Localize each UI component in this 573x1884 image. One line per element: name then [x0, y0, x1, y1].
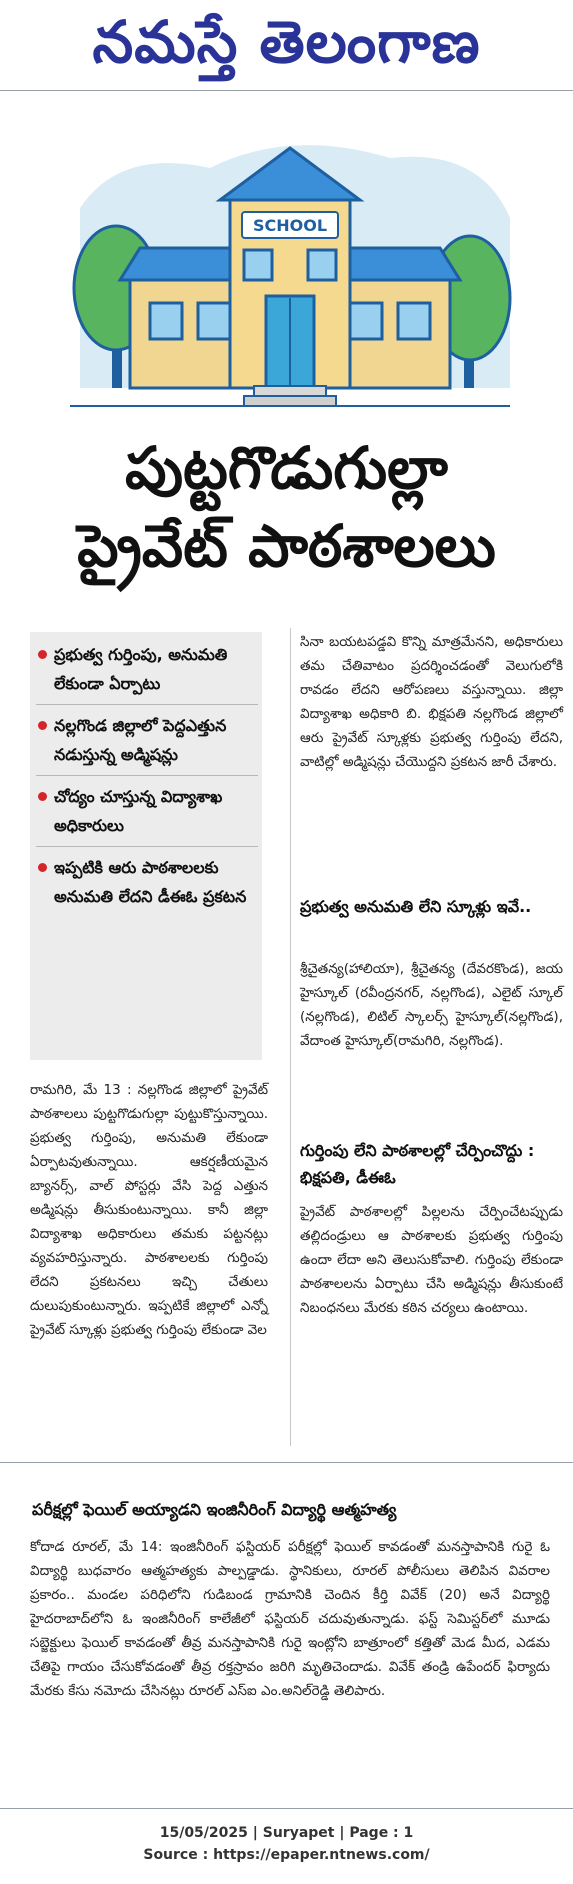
- school-illustration: [60, 108, 520, 420]
- unapproved-schools-list: శ్రీచైతన్య(హాలియా), శ్రీచైతన్య (దేవరకొండ), జయ హైస్కూల్ (రవీంద్రనగర్, నల్లగొండ), ఎలైట్ స్కూల్ (నల్లగొండ), లిటిల్ స్కాలర్స్ హైస్కూల్(నల్లగొండ), వేదాంత హైస్కూల్(రామగిరి, నల్లగొండ).: [300, 961, 563, 1049]
- column-divider: [290, 628, 291, 1446]
- story-separator: [0, 1462, 573, 1463]
- story-body-right-3: ప్రైవేట్ పాఠశాలల్లో పిల్లలను చేర్పించేటప్పుడు తల్లిదండ్రులు ఆ పాఠశాలకు ప్రభుత్వ గుర్తింపు ఉందా లేదా అని తెలుసుకోవాలి. గుర్తింపు లేకుండా పాఠశాలలను ఏర్పాటు చేసి అడ్మిషన్లు తీసుకుంటే నిబంధనలు మేరకు కఠిన చర్యలు ఉంటాయి.: [300, 1204, 563, 1316]
- subhead-deo-quote: గుర్తింపు లేని పాఠశాలల్లో చేర్పించొద్దు : భిక్షపతి, డీఈఓ: [300, 1141, 535, 1187]
- highlight-item: నల్లగొండ జిల్లాలో పెద్దఎత్తున నడుస్తున్న అడ్మిషన్లు: [36, 711, 258, 776]
- story2-headline: పరీక్షల్లో ఫెయిల్ అయ్యాడని ఇంజినీరింగ్ విద్యార్థి ఆత్మహత్య: [32, 1500, 397, 1519]
- story-body-left: రామగిరి, మే 13 : నల్లగొండ జిల్లాలో ప్రైవేట్ పాఠశాలలు పుట్టగొడుగుల్లా పుట్టుకొస్తున్నాయి. ప్రభుత్వ గుర్తింపు, అనుమతి లేకుండా ఏర్పాటవుతున్నాయి. ఆకర్షణీయమైన బ్యానర్స్, వాల్ పోస్టర్లు వేసి పెద్ద ఎత్తున అడ్మిషన్లు తీసుకుంటున్నాయి. కానీ జిల్లా విద్యాశాఖ అధికారులు తమకు పట్టనట్లు వ్యవహరిస్తున్నారు. పాఠశాలలకు గుర్తింపు లేదని ప్రకటనలు ఇచ్చి చేతులు దులుపుకుంటున్నారు. ఇప్పటికే జిల్లాలో ఎన్నో ప్రైవేట్ స్కూళ్లు ప్రభుత్వ గుర్తింపు లేకుండా వెల: [30, 1082, 268, 1338]
- school-sign-text: SCHOOL: [252, 216, 328, 235]
- highlight-item: ఇప్పటికి ఆరు పాఠశాలలకు అనుమతి లేదని డీఈఓ ప్రకటన: [36, 853, 258, 917]
- headline-line-2: ప్రైవేట్ పాఠశాలలు: [77, 512, 496, 580]
- newspaper-title: నమస్తే తెలంగాణ: [92, 8, 481, 76]
- footer: [0, 1822, 573, 1866]
- highlights-list: [36, 640, 258, 923]
- footer-rule: [0, 1808, 573, 1809]
- highlight-item: చోద్యం చూస్తున్న విద్యాశాఖ అధికారులు: [36, 782, 258, 847]
- footer-date-edition: 15/05/2025 | Suryapet | Page : 1: [159, 1825, 414, 1841]
- highlight-item: ప్రభుత్వ గుర్తింపు, అనుమతి లేకుండా ఏర్పాటు: [36, 640, 258, 705]
- masthead-rule: [0, 90, 573, 91]
- subhead-unapproved-schools: ప్రభుత్వ అనుమతి లేని స్కూళ్లు ఇవే..: [300, 897, 532, 916]
- footer-source: Source : https://epaper.ntnews.com/: [143, 1847, 430, 1863]
- story2-body: కోదాడ రూరల్, మే 14: ఇంజినీరింగ్ ఫస్టియర్ పరీక్షల్లో ఫెయిల్ కావడంతో మనస్తాపానికి గురై ఓ విద్యార్థి బుధవారం ఆత్మహత్యకు పాల్పడ్డాడు. స్థానికులు, రూరల్ పోలీసులు తెలిపిన వివరాల ప్రకారం.. మండల పరిధిలోని గుడిబండ గ్రామానికి చెందిన కీర్తి వివేక్ (20) అనే విద్యార్థి హైదరాబాద్‌లోని ఓ ఇంజినీరింగ్ కాలేజీలో ఫస్టియర్ చదువుతున్నాడు. ఫస్ట్ సెమిస్టర్‌లో మూడు సబ్జెక్టులు ఫెయిల్ కావడంతో తీవ్ర మనస్తాపానికి గురై ఇంట్లోని బాత్రూంలో కత్తితో మెడ మీద, ఎడమ చేతిపై గాయం చేసుకోవడంతో తీవ్ర రక్తస్రావం జరిగి మృతిచెందాడు. వివేక్ తండ్రి ఉపేందర్ ఫిర్యాదు మేరకు కేసు నమోదు చేసినట్లు రూరల్ ఎస్ఐ ఎం.అనిల్‌రెడ్డి తెలిపారు.: [30, 1539, 550, 1699]
- story-body-right-1: సినా బయటపడ్డవి కొన్ని మాత్రమేనని, అధికారులు తమ చేతివాటం ప్రదర్శించడంతో వెలుగులోకి రావడం లేదని ఆరోపణలు వస్తున్నాయి. జిల్లా విద్యాశాఖ అధికారి బి. భిక్షపతి నల్లగొండ జిల్లాలో ఆరు ప్రైవేట్ స్కూళ్లకు ప్రభుత్వ గుర్తింపు లేదని, వాటిల్లో అడ్మిషన్లు చేయొద్దని ప్రకటన జారీ చేశారు.: [300, 634, 563, 770]
- headline-line-1: పుట్టగొడుగుల్లా: [125, 434, 448, 502]
- masthead: [0, 0, 573, 100]
